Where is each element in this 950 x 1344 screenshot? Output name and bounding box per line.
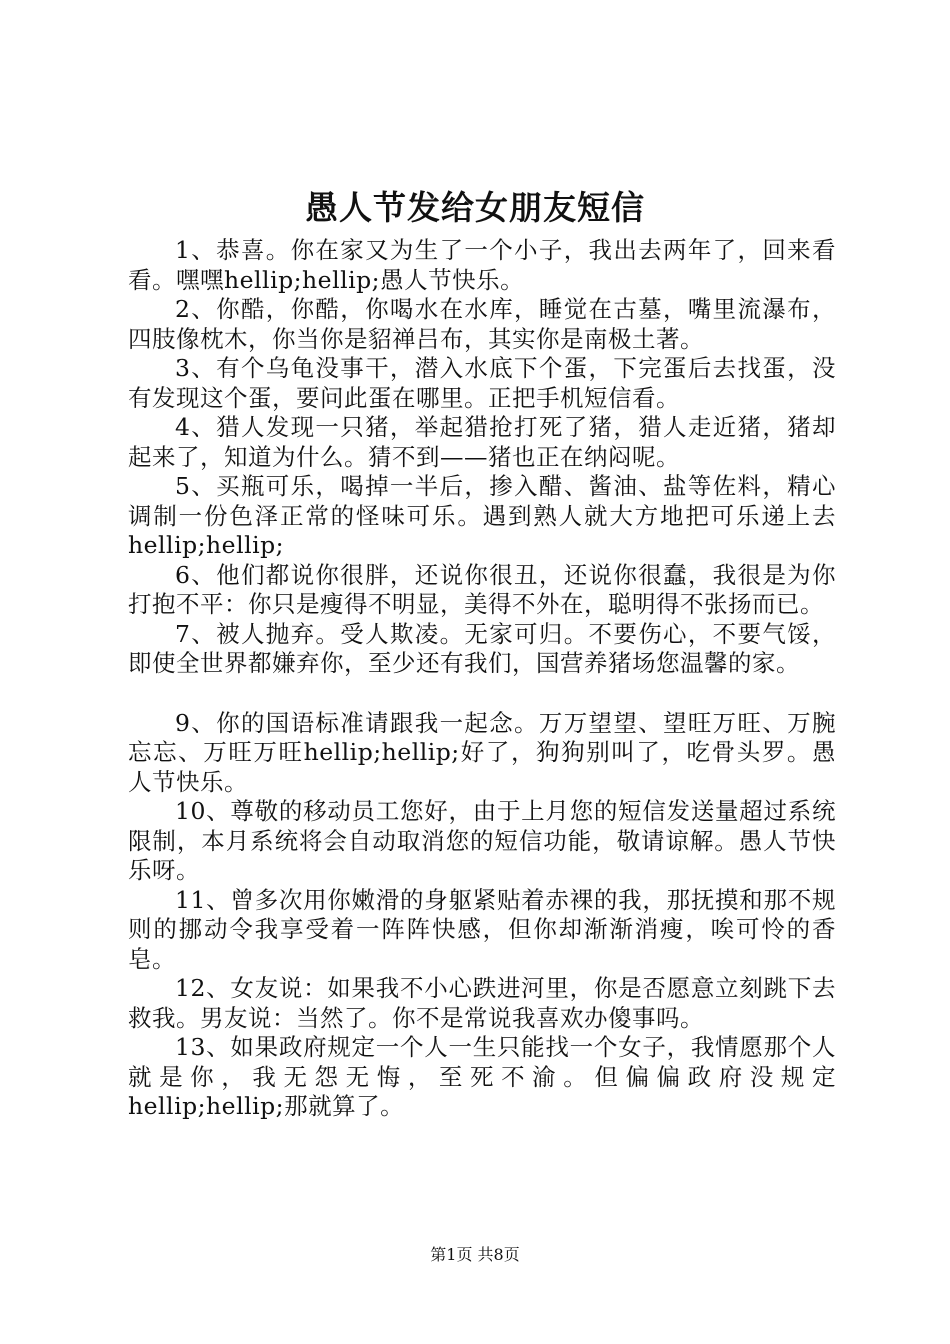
paragraph-7: 7、被人抛弃。受人欺凌。无家可归。不要伤心，不要气馁，即使全世界都嫌弃你，至少还有我们，国营养猪场您温馨的家。 — [128, 619, 836, 677]
paragraph-3: 3、有个乌龟没事干，潜入水底下个蛋，下完蛋后去找蛋，没有发现这个蛋，要问此蛋在哪里。正把手机短信看。 — [128, 354, 836, 412]
document-title: 愚人节发给女朋友短信 — [305, 188, 645, 227]
paragraph-gap — [128, 679, 836, 709]
paragraph-2: 2、你酷，你酷，你喝水在水库，睡觉在古墓，嘴里流瀑布，四肢像枕木，你当你是貂禅吕布，其实你是南极土著。 — [128, 295, 836, 353]
paragraph-1: 1、恭喜。你在家又为生了一个小子，我出去两年了，回来看看。嘿嘿hellip;hellip;愚人节快乐。 — [128, 236, 836, 294]
paragraph-13: 13、如果政府规定一个人一生只能找一个女子，我情愿那个人就是你，我无怨无悔，至死不渝。但偏偏政府没规定hellip;hellip;那就算了。 — [128, 1033, 836, 1120]
document-body — [128, 236, 836, 1122]
paragraph-9: 9、你的国语标准请跟我一起念。万万望望、望旺万旺、万腕忘忘、万旺万旺hellip;hellip;好了，狗狗别叫了，吃骨头罗。愚人节快乐。 — [128, 708, 836, 796]
paragraph-6: 6、他们都说你很胖，还说你很丑，还说你很蠢，我很是为你打抱不平：你只是瘦得不明显，美得不外在，聪明得不张扬而已。 — [128, 560, 836, 618]
paragraph-12: 12、女友说：如果我不小心跌进河里，你是否愿意立刻跳下去救我。男友说：当然了。你不是常说我喜欢办傻事吗。 — [128, 974, 836, 1032]
paragraph-5: 5、买瓶可乐，喝掉一半后，掺入醋、酱油、盐等佐料，精心调制一份色泽正常的怪味可乐。遇到熟人就大方地把可乐递上去hellip;hellip; — [128, 472, 836, 559]
page-number: 第1页 共8页 — [430, 1245, 520, 1264]
paragraph-4: 4、猎人发现一只猪，举起猎抢打死了猪，猎人走近猪，猪却起来了，知道为什么。猜不到——猪也正在纳闷呢。 — [128, 413, 836, 471]
paragraph-11: 11、曾多次用你嫩滑的身躯紧贴着赤裸的我，那抚摸和那不规则的挪动令我享受着一阵阵快感，但你却渐渐消瘦，唉可怜的香皂。 — [128, 885, 836, 973]
paragraph-10: 10、尊敬的移动员工您好，由于上月您的短信发送量超过系统限制，本月系统将会自动取消您的短信功能，敬请谅解。愚人节快乐呀。 — [128, 797, 836, 884]
